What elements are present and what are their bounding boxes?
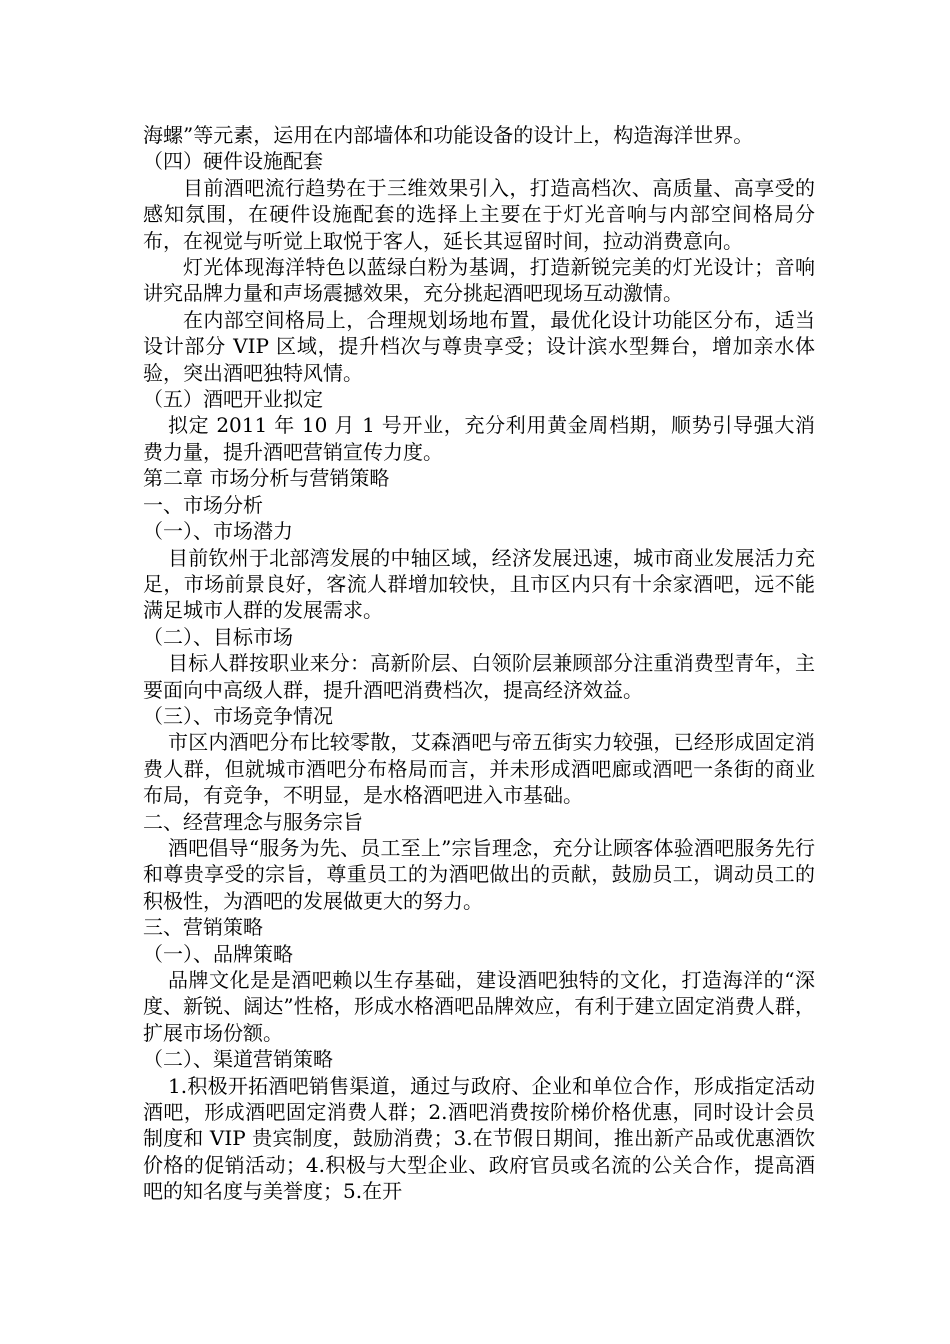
section-heading-hardware: （四）硬件设施配套: [143, 149, 323, 174]
paragraph-brand-strategy: 品牌文化是是酒吧赖以生存基础，建设酒吧独特的文化，打造海洋的“深度、新锐、阔达”性格，形成水格酒吧品牌效应，有利于建立固定消费人群，扩展市场份额。: [143, 968, 815, 1045]
chapter-heading: 第二章 市场分析与营销策略: [143, 466, 390, 491]
paragraph-market-potential: 目前钦州于北部湾发展的中轴区域，经济发展迅速，城市商业发展活力充足，市场前景良好，客流人群增加较快，且市区内只有十余家酒吧，远不能满足城市人群的发展需求。: [143, 545, 815, 623]
section-heading-opening: （五）酒吧开业拟定: [143, 387, 323, 412]
paragraph-channel-strategy: 1.积极开拓酒吧销售渠道，通过与政府、企业和单位合作，形成指定活动酒吧，形成酒吧固定消费人群；2.酒吧消费按阶梯价格优惠，同时设计会员制度和 VIP 贵宾制度，鼓励消费；3.在节假日期间，推出新产品或优惠酒饮价格的促销活动；4.积极与大型企业、政府官员或名流的公关合作，提高酒吧的知名度与美誉度；5.在开: [143, 1073, 815, 1204]
paragraph-interior-layout: 在内部空间格局上，合理规划场地布置，最优化设计功能区分布，适当设计部分 VIP 区域，提升档次与尊贵享受；设计滨水型舞台，增加亲水体验，突出酒吧独特风情。: [143, 307, 815, 385]
section-heading-market-analysis: 一、市场分析: [143, 492, 263, 517]
paragraph-lighting-audio: 灯光体现海洋特色以蓝绿白粉为基调，打造新锐完美的灯光设计；音响讲究品牌力量和声场震撼效果，充分挑起酒吧现场互动激情。: [143, 255, 815, 306]
subsection-heading-brand-strategy: （一）、品牌策略: [143, 941, 293, 966]
document-page: [143, 122, 815, 1205]
paragraph-competition: 市区内酒吧分布比较零散，艾森酒吧与帝五街实力较强，已经形成固定消费人群，但就城市酒吧分布格局而言，并未形成酒吧廊或酒吧一条街的商业布局，有竞争，不明显，是水格酒吧进入市基础。: [143, 730, 815, 808]
section-heading-marketing-strategy: 三、营销策略: [143, 915, 263, 940]
subsection-heading-competition: （三）、市场竞争情况: [143, 703, 333, 728]
subsection-heading-target-market: （二）、目标市场: [143, 624, 293, 649]
paragraph-target-market: 目标人群按职业来分：高新阶层、白领阶层兼顾部分注重消费型青年，主要面向中高级人群，提升酒吧消费档次，提高经济效益。: [143, 651, 815, 702]
paragraph-opening-date: 拟定 2011 年 10 月 1 号开业，充分利用黄金周档期，顺势引导强大消费力量，提升酒吧营销宣传力度。: [143, 413, 815, 464]
paragraph-philosophy: 酒吧倡导“服务为先、员工至上”宗旨理念，充分让顾客体验酒吧服务先行和尊贵享受的宗旨，尊重员工的为酒吧做出的贡献，鼓励员工，调动员工的积极性，为酒吧的发展做更大的努力。: [143, 835, 815, 913]
section-heading-philosophy: 二、经营理念与服务宗旨: [143, 809, 363, 834]
paragraph-continuation: 海螺”等元素，运用在内部墙体和功能设备的设计上，构造海洋世界。: [143, 123, 754, 147]
subsection-heading-market-potential: （一）、市场潜力: [143, 519, 293, 544]
subsection-heading-channel-strategy: （二）、渠道营销策略: [143, 1047, 333, 1072]
paragraph-hardware-trend: 目前酒吧流行趋势在于三维效果引入，打造高档次、高质量、高享受的感知氛围，在硬件设施配套的选择上主要在于灯光音响与内部空间格局分布，在视觉与听觉上取悦于客人，延长其逗留时间，拉动消费意向。: [143, 175, 815, 253]
